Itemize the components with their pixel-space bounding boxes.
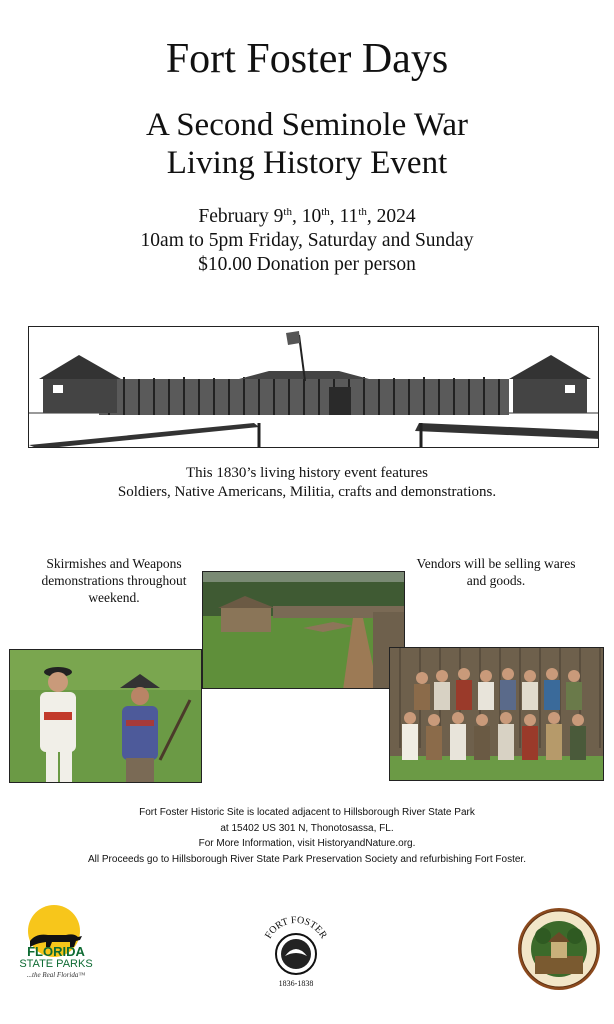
event-dates	[0, 205, 614, 229]
vendor-caption: Vendors will be selling wares and goods.	[416, 556, 576, 588]
footer-line-4: All Proceeds go to Hillsborough River State Park Preservation Society and refurbishing Fort Foster.	[88, 853, 526, 865]
seal-years: 1836-1838	[278, 979, 314, 988]
florida-tagline: ...the Real Florida™	[26, 971, 86, 979]
date-text: , 2024	[366, 206, 416, 227]
footer-info	[0, 805, 614, 867]
date-text: , 11	[329, 206, 359, 227]
event-hours: 10am to 5pm Friday, Saturday and Sunday	[140, 230, 474, 251]
footer-line-3: For More Information, visit HistoryandNature.org.	[198, 838, 416, 849]
description-line-2: Soldiers, Native Americans, Militia, crafts and demonstrations.	[117, 484, 497, 500]
date-text: February 9	[198, 206, 284, 227]
reenactors-photo	[9, 649, 202, 783]
footer-line-2: at 15402 US 301 N, Thonotosassa, FL.	[220, 822, 394, 834]
florida-wordmark: FLORIDA	[27, 944, 85, 959]
date-suffix: th	[358, 206, 367, 218]
state-parks-wordmark: STATE PARKS	[19, 958, 93, 970]
fort-sketch-drawing	[29, 327, 599, 448]
event-title: Fort Foster Days	[165, 36, 449, 82]
date-suffix: th	[283, 206, 292, 218]
subtitle-line-1: A Second Seminole War	[145, 107, 469, 143]
fort-sketch-image	[28, 326, 599, 448]
footer-line-1: Fort Foster Historic Site is located adjacent to Hillsborough River State Park	[139, 807, 475, 818]
event-details	[0, 205, 614, 277]
description-line-1: This 1830’s living history event features	[185, 465, 429, 481]
subtitle-line-2: Living History Event	[166, 145, 448, 181]
skirmish-caption: Skirmishes and Weapons demonstrations throughout weekend.	[41, 556, 187, 605]
florida-state-parks-logo	[18, 905, 92, 987]
event-donation: $10.00 Donation per person	[198, 254, 416, 275]
fort-photo	[202, 571, 405, 689]
event-subtitle	[0, 106, 614, 182]
fort-foster-seal	[255, 910, 337, 988]
date-text: , 10	[291, 206, 322, 227]
group-photo	[389, 647, 604, 781]
preservation-society-seal	[513, 906, 605, 992]
seal-title: FORT FOSTER	[263, 914, 329, 941]
event-description	[0, 464, 614, 502]
date-suffix: th	[321, 206, 330, 218]
